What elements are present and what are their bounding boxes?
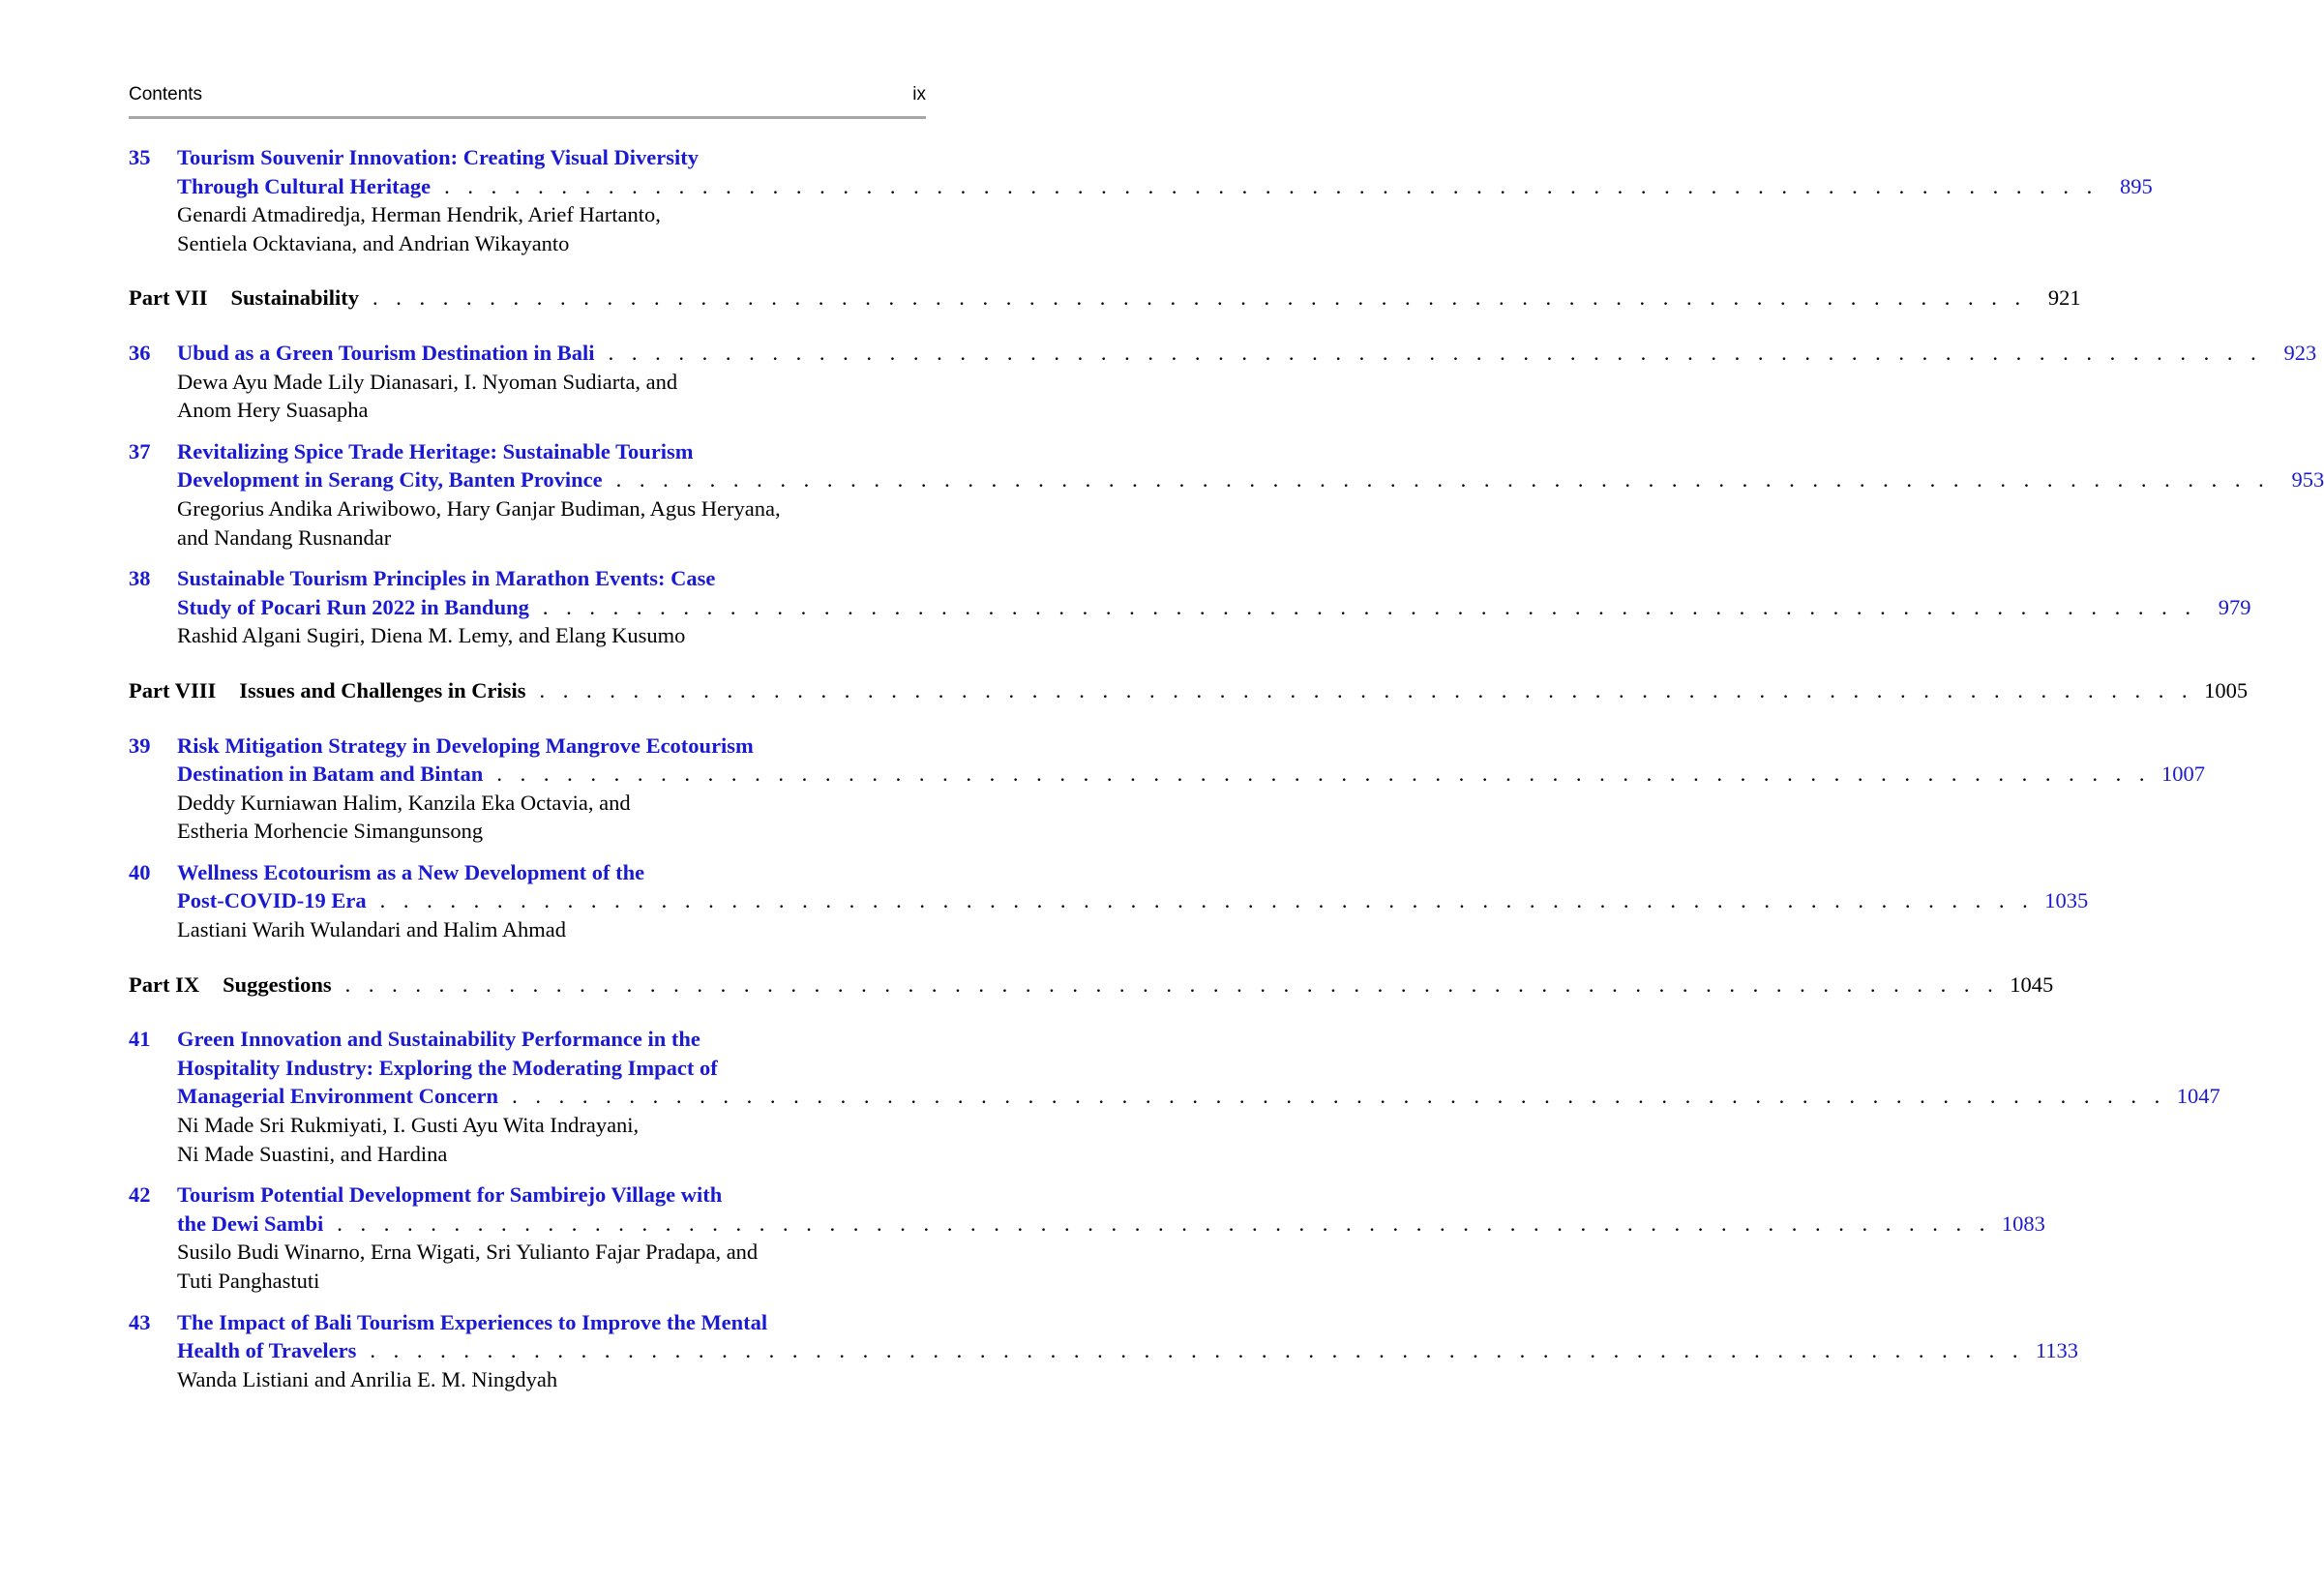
dot-leader: . . . . . . . . . . . . . . . . . . . . . . . . . . . . . . . . . . . . . . . . . . . . . . . . . . . . . . . . . . . . . . . . . . . . . . .: [542, 594, 2197, 619]
chapter-number[interactable]: 37: [129, 438, 151, 463]
chapter-title-line[interactable]: Revitalizing Spice Trade Heritage: Sustainable Tourism: [177, 438, 694, 463]
chapter-page-link[interactable]: 1083: [2001, 1210, 2045, 1236]
dot-leader: . . . . . . . . . . . . . . . . . . . . . . . . . . . . . . . . . . . . . . . . . . . . . . . . . . . . . . . . . . . . . . . . . . . . . . .: [539, 677, 2194, 702]
part-title: Sustainability: [230, 285, 360, 311]
part-page-number: 921: [2047, 285, 2081, 311]
chapter-page-link[interactable]: 923: [2283, 340, 2317, 365]
chapter-page-link[interactable]: 953: [2291, 467, 2324, 493]
chapter-entry[interactable]: [129, 858, 2089, 944]
part-title: Issues and Challenges in Crisis: [239, 677, 526, 702]
chapter-authors: Rashid Algani Sugiri, Diena M. Lemy, and Elang Kusumo: [177, 623, 686, 648]
chapter-authors: Estheria Morhencie Simangunsong: [177, 819, 484, 844]
chapter-authors: Lastiani Warih Wulandari and Halim Ahmad: [177, 917, 566, 942]
chapter-number[interactable]: 38: [129, 566, 151, 591]
chapter-title-row[interactable]: [177, 1336, 2078, 1365]
chapter-authors: Ni Made Suastini, and Hardina: [177, 1141, 448, 1166]
chapter-title-line[interactable]: Managerial Environment Concern: [177, 1084, 499, 1109]
chapter-page-link[interactable]: 1133: [2035, 1338, 2078, 1363]
dot-leader: . . . . . . . . . . . . . . . . . . . . . . . . . . . . . . . . . . . . . . . . . . . . . . . . . . . . . . . . . . . . . . . . . . . . . . .: [444, 173, 2099, 198]
chapter-authors: Anom Hery Suasapha: [177, 398, 369, 423]
part-heading-text: [129, 971, 332, 1000]
chapter-title-row[interactable]: [177, 886, 2089, 915]
dot-leader: . . . . . . . . . . . . . . . . . . . . . . . . . . . . . . . . . . . . . . . . . . . . . . . . . . . . . . . . . . . . . . . . . . . . . . .: [496, 762, 2151, 787]
part-label: Part VIII: [129, 677, 217, 702]
chapter-title-line[interactable]: Tourism Souvenir Innovation: Creating Visual Diversity: [177, 145, 700, 169]
chapter-number[interactable]: 40: [129, 859, 151, 884]
part-label: Part VII: [129, 285, 208, 311]
chapter-title-line[interactable]: Tourism Potential Development for Sambirejo Village with: [177, 1182, 723, 1208]
chapter-entry[interactable]: [129, 1025, 2220, 1168]
chapter-entry[interactable]: [129, 564, 2251, 650]
dot-leader: . . . . . . . . . . . . . . . . . . . . . . . . . . . . . . . . . . . . . . . . . . . . . . . . . . . . . . . . . . . . . . . . . . . . . . .: [372, 285, 2027, 311]
chapter-title-line[interactable]: Destination in Batam and Bintan: [177, 762, 484, 787]
chapter-title-row[interactable]: [177, 1082, 2220, 1111]
chapter-title-line[interactable]: Wellness Ecotourism as a New Development of the: [177, 859, 645, 884]
chapter-title-row[interactable]: [177, 593, 2251, 622]
chapter-number[interactable]: 35: [129, 145, 151, 169]
part-page-number: 1045: [2010, 971, 2054, 997]
chapter-entry[interactable]: [129, 339, 2317, 425]
chapter-title-line[interactable]: Health of Travelers: [177, 1338, 357, 1363]
part-heading: [129, 676, 2249, 705]
part-heading-text: [129, 676, 526, 705]
chapter-authors: Deddy Kurniawan Halim, Kanzila Eka Octavia, and: [177, 790, 631, 815]
chapter-title-line[interactable]: Ubud as a Green Tourism Destination in Bali: [177, 340, 595, 365]
chapter-title-line[interactable]: Study of Pocari Run 2022 in Bandung: [177, 594, 529, 619]
dot-leader: . . . . . . . . . . . . . . . . . . . . . . . . . . . . . . . . . . . . . . . . . . . . . . . . . . . . . . . . . . . . . . . . . . . . . . .: [615, 467, 2271, 493]
chapter-number[interactable]: 42: [129, 1182, 151, 1208]
chapter-authors: Susilo Budi Winarno, Erna Wigati, Sri Yulianto Fajar Pradapa, and: [177, 1240, 759, 1265]
dot-leader: . . . . . . . . . . . . . . . . . . . . . . . . . . . . . . . . . . . . . . . . . . . . . . . . . . . . . . . . . . . . . . . . . . . . . . .: [337, 1210, 1991, 1236]
part-label: Part IX: [129, 971, 200, 997]
chapter-authors: Dewa Ayu Made Lily Dianasari, I. Nyoman Sudiarta, and: [177, 369, 678, 394]
chapter-entry[interactable]: [129, 1181, 2045, 1295]
part-heading: [129, 284, 2081, 313]
chapter-page-link[interactable]: 979: [2218, 594, 2251, 619]
chapter-entry[interactable]: [129, 437, 2324, 552]
chapter-title-line[interactable]: Sustainable Tourism Principles in Marathon Events: Case: [177, 566, 716, 591]
chapter-authors: and Nandang Rusnandar: [177, 524, 392, 550]
chapter-title-row[interactable]: [177, 1210, 2045, 1239]
chapter-title-row[interactable]: [177, 465, 2324, 494]
chapter-title-line[interactable]: Green Innovation and Sustainability Performance in the: [177, 1027, 700, 1052]
chapter-title-line[interactable]: the Dewi Sambi: [177, 1210, 324, 1236]
chapter-entry[interactable]: [129, 1308, 2078, 1394]
running-head: [129, 81, 926, 119]
chapter-authors: Wanda Listiani and Anrilia E. M. Ningdyah: [177, 1366, 558, 1391]
dot-leader: . . . . . . . . . . . . . . . . . . . . . . . . . . . . . . . . . . . . . . . . . . . . . . . . . . . . . . . . . . . . . . . . . . . . . . .: [379, 888, 2035, 913]
chapter-authors: Sentiela Ocktaviana, and Andrian Wikayanto: [177, 230, 570, 255]
chapter-title-line[interactable]: Through Cultural Heritage: [177, 173, 432, 198]
dot-leader: . . . . . . . . . . . . . . . . . . . . . . . . . . . . . . . . . . . . . . . . . . . . . . . . . . . . . . . . . . . . . . . . . . . . . . .: [512, 1084, 2166, 1109]
chapter-authors: Ni Made Sri Rukmiyati, I. Gusti Ayu Wita Indrayani,: [177, 1113, 640, 1138]
chapter-title-line[interactable]: Post-COVID-19 Era: [177, 888, 367, 913]
part-title: Suggestions: [223, 971, 332, 997]
chapter-entry[interactable]: [129, 143, 2153, 257]
chapter-number[interactable]: 39: [129, 732, 151, 758]
chapter-title-line[interactable]: The Impact of Bali Tourism Experiences to Improve the Mental: [177, 1309, 768, 1334]
table-of-contents: [129, 143, 2324, 1393]
chapter-page-link[interactable]: 1047: [2176, 1084, 2220, 1109]
chapter-title-line[interactable]: Development in Serang City, Banten Province: [177, 467, 603, 493]
chapter-page-link[interactable]: 1007: [2160, 762, 2205, 787]
chapter-number[interactable]: 43: [129, 1309, 151, 1334]
chapter-authors: Tuti Panghastuti: [177, 1269, 320, 1293]
chapter-page-link[interactable]: 895: [2119, 173, 2153, 198]
chapter-title-row[interactable]: [177, 172, 2153, 201]
running-head-title: Contents: [129, 84, 203, 105]
chapter-page-link[interactable]: 1035: [2044, 888, 2089, 913]
chapter-number[interactable]: 36: [129, 340, 151, 365]
chapter-entry[interactable]: [129, 732, 2205, 846]
chapter-number[interactable]: 41: [129, 1027, 151, 1052]
part-heading: [129, 971, 2054, 1000]
chapter-title-line[interactable]: Risk Mitigation Strategy in Developing Mangrove Ecotourism: [177, 732, 754, 758]
chapter-title-row[interactable]: [177, 339, 2317, 368]
dot-leader: . . . . . . . . . . . . . . . . . . . . . . . . . . . . . . . . . . . . . . . . . . . . . . . . . . . . . . . . . . . . . . . . . . . . . . .: [608, 340, 2263, 365]
part-heading-text: [129, 284, 359, 313]
chapter-title-line[interactable]: Hospitality Industry: Exploring the Moderating Impact of: [177, 1055, 718, 1080]
dot-leader: . . . . . . . . . . . . . . . . . . . . . . . . . . . . . . . . . . . . . . . . . . . . . . . . . . . . . . . . . . . . . . . . . . . . . . .: [344, 971, 2000, 997]
page-number: ix: [912, 84, 926, 105]
chapter-authors: Gregorius Andika Ariwibowo, Hary Ganjar Budiman, Agus Heryana,: [177, 495, 781, 521]
dot-leader: . . . . . . . . . . . . . . . . . . . . . . . . . . . . . . . . . . . . . . . . . . . . . . . . . . . . . . . . . . . . . . . . . . . . . . .: [370, 1338, 2024, 1363]
chapter-authors: Genardi Atmadiredja, Herman Hendrik, Arief Hartanto,: [177, 202, 661, 227]
part-page-number: 1005: [2204, 677, 2249, 702]
chapter-title-row[interactable]: [177, 760, 2205, 789]
